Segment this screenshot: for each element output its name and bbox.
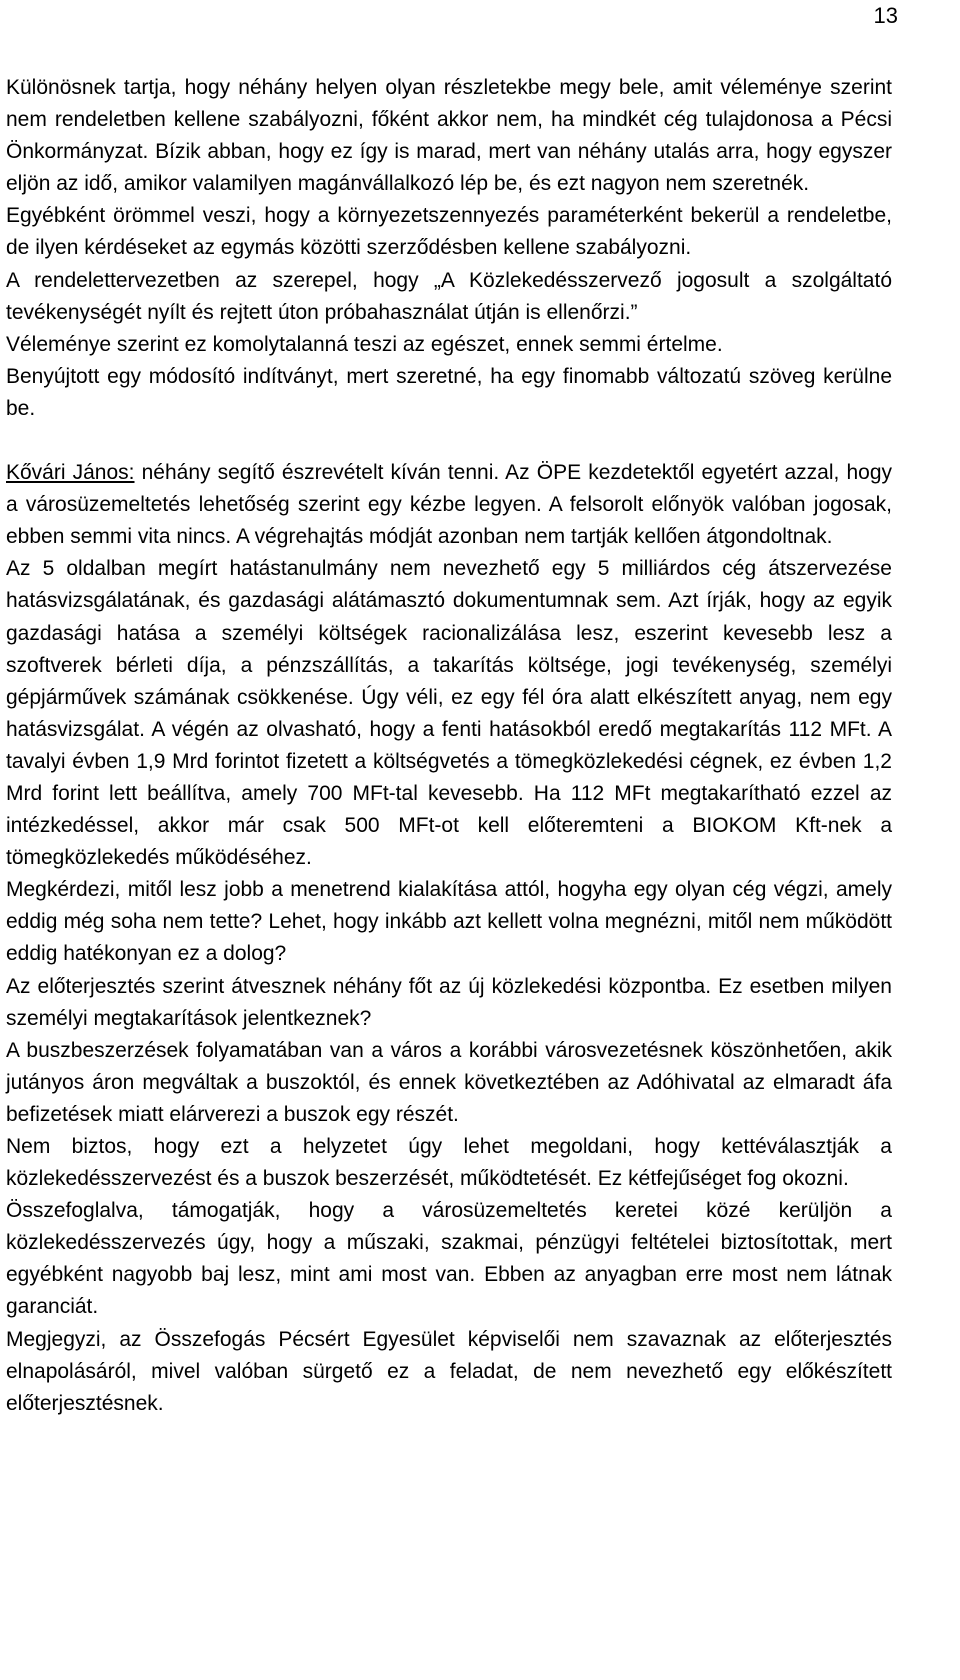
speaker-paragraph xyxy=(6,457,892,553)
paragraph-9: Az előterjesztés szerint átvesznek néhány főt az új közlekedési központba. Ez esetben milyen személyi megtakarítások jelentkeznek? xyxy=(6,974,892,1030)
paragraph-10: A buszbeszerzések folyamatában van a város a korábbi városvezetésnek köszönhetően, akik jutányos áron megváltak a buszoktól, és ennek következtében az Adóhivatal az elmaradt áfa befizetések miatt elárverezi a buszok egy részét. xyxy=(6,1038,892,1126)
paragraph-1: Különösnek tartja, hogy néhány helyen olyan részletekbe megy bele, amit véleménye szerint nem rendeletben kellene szabályozni, főként akkor nem, ha mindkét cég tulajdonosa a Pécsi Önkormányzat. Bízik abban, hogy ez így is marad, mert van néhány utalás arra, hogy egyszer eljön az idő, amikor valamilyen magánvállalkozó lép be, és ezt nagyon nem szeretnék. xyxy=(6,76,892,196)
paragraph-12: Összefoglalva, támogatják, hogy a városüzemeltetés keretei közé kerüljön a közlekedésszervezés úgy, hogy a műszaki, szakmai, pénzügyi feltételei biztosítottak, mert egyébként nagyobb baj lesz, mint ami most van. Ebben az anyagban erre most nem látnak garanciát. xyxy=(6,1199,892,1319)
paragraph-13: Megjegyzi, az Összefogás Pécsért Egyesület képviselői nem szavaznak az előterjesztés elnapolásáról, mivel valóban sürgető ez a feladat, de nem nevezhető egy előkészített előterjesztésnek. xyxy=(6,1327,892,1415)
page-number: 13 xyxy=(873,3,898,28)
paragraph-5: Benyújtott egy módosító indítványt, mert szeretné, ha egy finomabb változatú szöveg kerülne be. xyxy=(6,364,892,420)
paragraph-2: Egyébként örömmel veszi, hogy a környezetszennyezés paraméterként bekerül a rendeletbe, de ilyen kérdéseket az egymás közötti szerződésben kellene szabályozni. xyxy=(6,204,892,260)
paragraph-8: Megkérdezi, mitől lesz jobb a menetrend kialakítása attól, hogyha egy olyan cég végzi, amely eddig még soha nem tette? Lehet, hogy inkább azt kellett volna megnézni, mitől nem működött eddig hatékonyan ez a dolog? xyxy=(6,878,892,966)
paragraph-11: Nem biztos, hogy ezt a helyzetet úgy lehet megoldani, hogy kettéválasztják a közlekedésszervezést és a buszok beszerzését, működtetését. Ez kétfejűséget fog okozni. xyxy=(6,1135,892,1191)
document-body xyxy=(6,72,892,1420)
paragraph-7: Az 5 oldalban megírt hatástanulmány nem nevezhető egy 5 milliárdos cég átszervezése hatásvizsgálatának, és gazdasági alátámasztó dokumentumnak sem. Azt írják, hogy az egyik gazdasági hatása a személyi költségek racionalizálása lesz, eszerint kevesebb lesz a szoftverek bérleti díja, a pénzszállítás, a takarítás költsége, jogi tevékenység, személyi gépjárművek számának csökkenése. Úgy véli, ez egy fél óra alatt elkészített anyag, nem egy hatásvizsgálat. A végén az olvasható, hogy a fenti hatásokból eredő megtakarítás 112 MFt. A tavalyi évben 1,9 Mrd forintot fizetett a költségvetés a tömegközlekedési cégnek, ez évben 1,2 Mrd forint lett beállítva, amely 700 MFt-tal kevesebb. Ha 112 MFt megtakarítható ezzel az intézkedéssel, akkor már csak 500 MFt-ot kell előteremteni a BIOKOM Kft-nek a tömegközlekedés működéséhez. xyxy=(6,557,892,870)
speaker-name: Kővári János: xyxy=(6,461,135,485)
paragraph-4: Véleménye szerint ez komolytalanná teszi az egészet, ennek semmi értelme. xyxy=(6,332,723,356)
paragraph-3: A rendelettervezetben az szerepel, hogy „A Közlekedésszervező jogosult a szolgáltató tevékenységét nyílt és rejtett úton próbahasználat útján is ellenőrzi.” xyxy=(6,268,892,324)
speaker-text: néhány segítő észrevételt kíván tenni. Az ÖPE kezdetektől egyetért azzal, hogy a városüzemeltetés lehetőség szerint egy kézbe legyen. A felsorolt előnyök valóban jogosak, ebben semmi vita nincs. A végrehajtás módját azonban nem tartják kellően átgondoltnak. xyxy=(6,461,893,549)
